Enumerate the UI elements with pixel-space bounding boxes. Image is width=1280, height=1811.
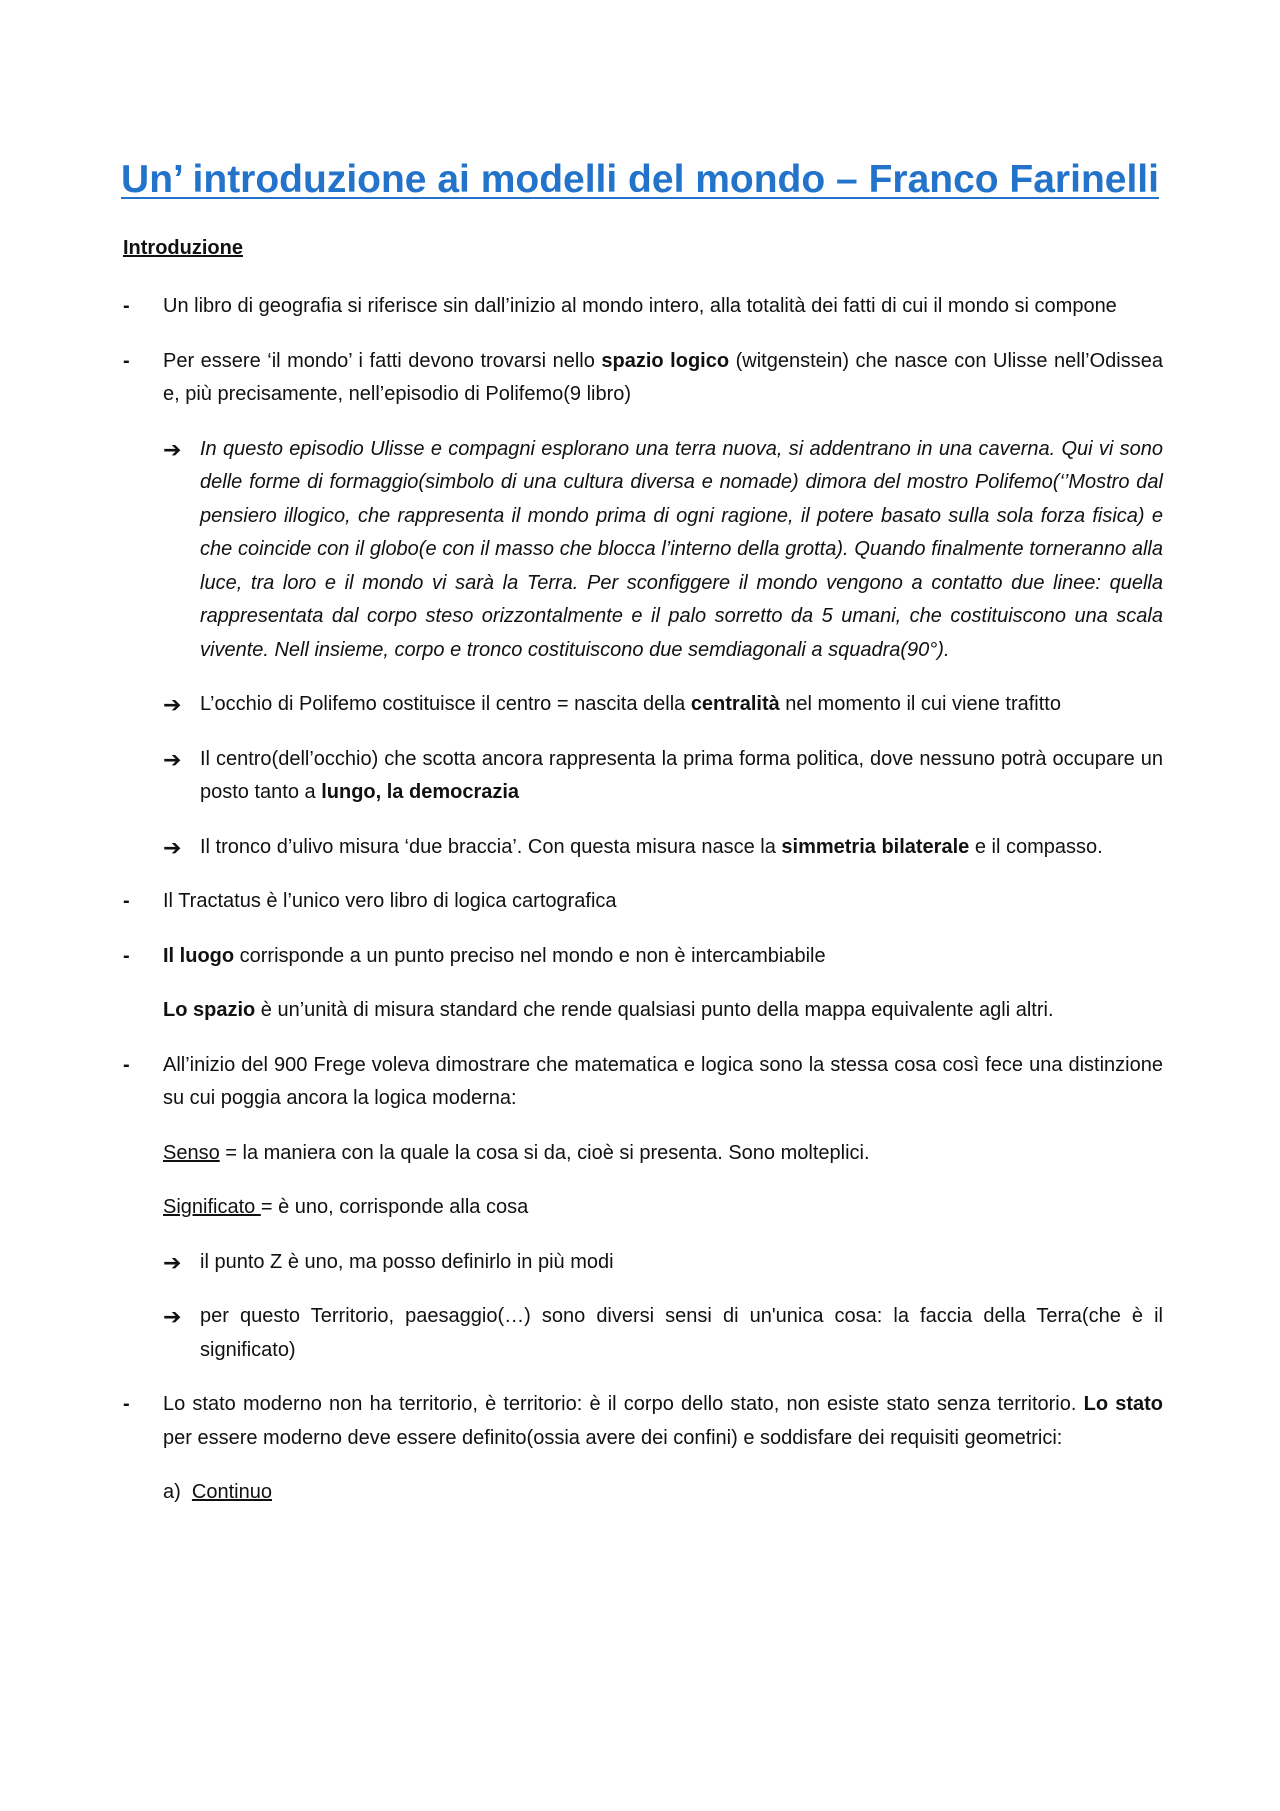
item-text: per essere moderno deve essere definito(ossia avere dei confini) e soddisfare dei requisiti geometrici: xyxy=(163,1426,1063,1449)
item-text: Il Tractatus è l’unico vero libro di logica cartografica xyxy=(163,890,617,912)
list-item xyxy=(123,940,1163,974)
bold-term: centralità xyxy=(690,693,780,715)
bold-term: spazio logico xyxy=(601,349,730,372)
item-text: per questo Territorio, paesaggio(…) sono diversi sensi di un'unica cosa: la faccia della Terra(che è il significato) xyxy=(200,1305,1163,1361)
item-text: = la maniera con la quale la cosa si da, cioè si presenta. Sono molteplici. xyxy=(219,1141,870,1164)
item-text: All’inizio del 900 Frege voleva dimostrare che matematica e logica sono la stessa cosa così fece una distinzione su cui poggia ancora la logica moderna: xyxy=(163,1053,1163,1109)
section-heading: Introduzione xyxy=(123,237,243,259)
item-text: Il tronco d’ulivo misura ‘due braccia’. Con questa misura nasce la xyxy=(200,835,782,858)
list-item xyxy=(123,1388,1163,1455)
item-text: il punto Z è uno, ma posso definirlo in più modi xyxy=(200,1250,614,1273)
arrow-right-icon: ➔ xyxy=(163,436,182,462)
bold-term: Lo stato xyxy=(1083,1393,1163,1415)
bold-term: simmetria bilaterale xyxy=(781,835,970,858)
paragraph xyxy=(123,1191,1163,1225)
paragraph xyxy=(123,994,1163,1028)
bullet-dash: - xyxy=(123,944,130,967)
bold-term: Lo spazio xyxy=(163,999,256,1021)
list-item xyxy=(123,885,1163,919)
item-text: Lo stato moderno non ha territorio, è territorio: è il corpo dello stato, non esiste stato senza territorio. xyxy=(163,1393,1084,1415)
underlined-term: Continuo xyxy=(191,1481,272,1503)
bullet-dash: - xyxy=(123,890,130,912)
bullet-dash: - xyxy=(123,349,130,372)
bullet-dash: - xyxy=(123,1053,130,1076)
bold-term: lungo, la democrazia xyxy=(321,781,520,803)
arrow-list-item xyxy=(123,743,1163,810)
arrow-right-icon: ➔ xyxy=(163,1304,182,1329)
bold-term: Il luogo xyxy=(163,944,235,967)
item-text: e il compasso. xyxy=(969,835,1103,858)
list-item xyxy=(123,290,1163,324)
arrow-right-icon: ➔ xyxy=(163,692,182,717)
underlined-term: Significato xyxy=(163,1196,261,1218)
bullet-dash: - xyxy=(123,1393,130,1415)
arrow-right-icon: ➔ xyxy=(163,834,182,860)
arrow-list-item xyxy=(123,688,1163,722)
arrow-list-item xyxy=(123,1300,1163,1367)
item-letter: a) xyxy=(163,1481,181,1503)
document-title: Un’ introduzione ai modelli del mondo – Franco Farinelli xyxy=(121,158,1159,201)
arrow-list-item xyxy=(123,433,1163,668)
item-text: (witgenstein) che nasce con Ulisse nell’Odissea e, più precisamente, nell’episodio di Polifemo(9 libro) xyxy=(163,349,1163,405)
item-text: Il centro(dell’occhio) che scotta ancora rappresenta la prima forma politica, dove nessuno potrà occupare un posto tanto a xyxy=(200,747,1163,803)
arrow-right-icon: ➔ xyxy=(163,746,182,772)
item-text: L’occhio di Polifemo costituisce il centro = nascita della xyxy=(200,693,691,715)
item-text: Per essere ‘il mondo’ i fatti devono trovarsi nello xyxy=(163,349,602,372)
item-text: = è uno, corrisponde alla cosa xyxy=(260,1196,529,1218)
item-text: Un libro di geografia si riferisce sin dall’inizio al mondo intero, alla totalità dei fatti di cui il mondo si compone xyxy=(163,295,1117,317)
item-text: In questo episodio Ulisse e compagni esplorano una terra nuova, si addentrano in una caverna. Qui vi sono delle forme di formaggio(simbolo di una cultura diversa e nomade) dimora del mostro Polifemo(‘’Mostro dal pensiero illogico, che rappresenta il mondo prima di ogni ragione, il potere basato sulla sola forza fisica) e che coincide con il globo(e con il masso che blocca l’interno della grotta). Quando finalmente torneranno alla luce, tra loro e il mondo vi sarà la Terra. Per sconfiggere il mondo vengono a contatto due linee: quella rappresentata dal corpo steso orizzontalmente e il palo sorretto da 5 umani, che costituiscono una scala vivente. Nell insieme, corpo e tronco costituiscono due semdiagonali a squadra(90°). xyxy=(200,437,1163,661)
bullet-dash: - xyxy=(123,295,130,317)
item-text: è un’unità di misura standard che rende qualsiasi punto della mappa equivalente agli altri. xyxy=(255,999,1054,1021)
paragraph xyxy=(123,1137,1163,1171)
document-body xyxy=(123,290,1163,1531)
arrow-right-icon: ➔ xyxy=(163,1249,182,1275)
item-text: nel momento il cui viene trafitto xyxy=(779,693,1061,715)
item-text: corrisponde a un punto preciso nel mondo e non è intercambiabile xyxy=(234,944,826,967)
arrow-list-item xyxy=(123,831,1163,865)
lettered-item xyxy=(123,1476,1163,1510)
underlined-term: Senso xyxy=(163,1141,220,1164)
list-item xyxy=(123,345,1163,412)
list-item xyxy=(123,1049,1163,1116)
arrow-list-item xyxy=(123,1246,1163,1280)
